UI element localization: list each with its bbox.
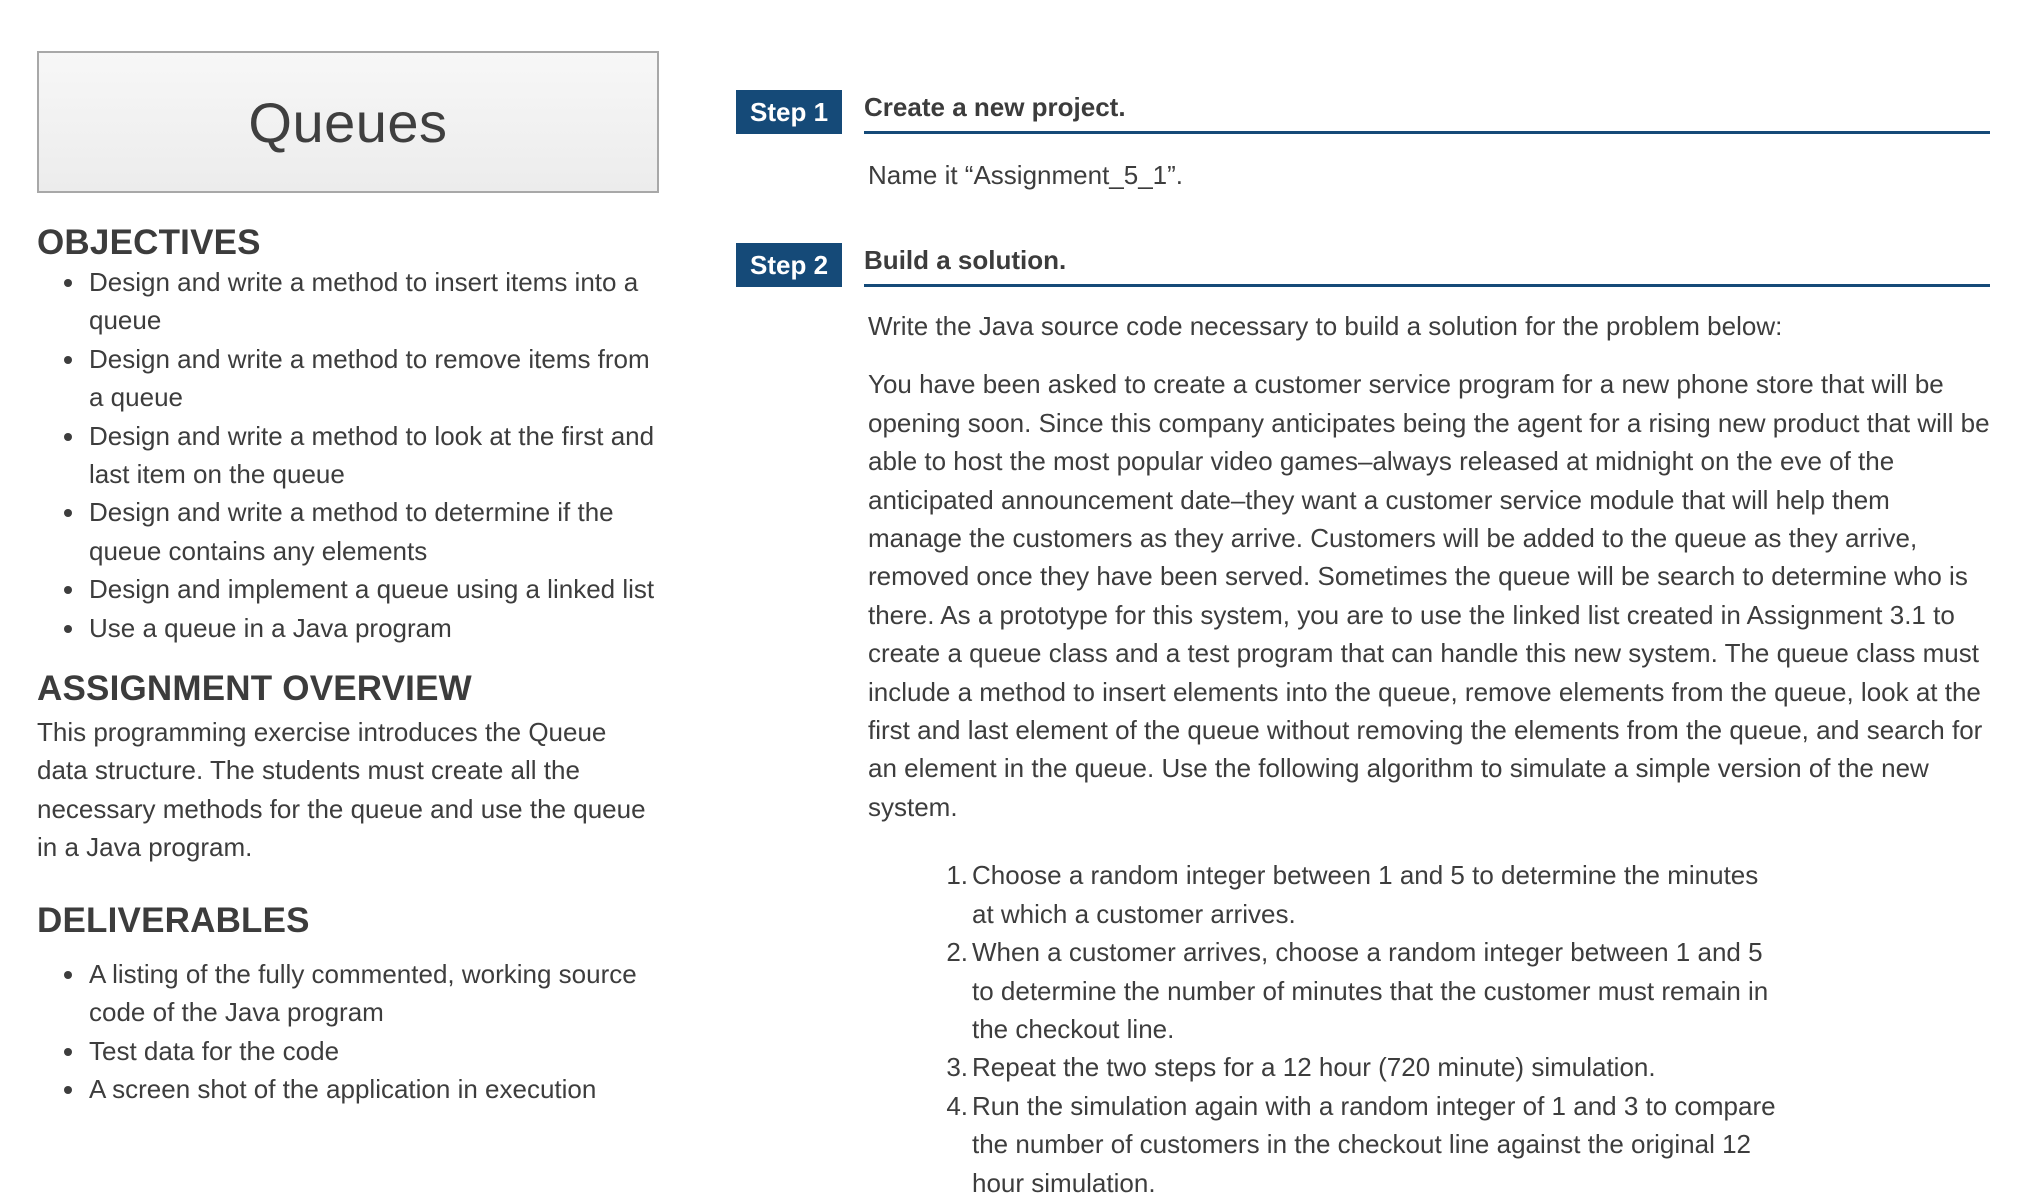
algorithm-step	[936, 856, 1784, 933]
deliverable-item: • A listing of the fully commented, working source code of the Java program	[87, 955, 661, 1032]
overview-text: This programming exercise introduces the Queue data structure. The students must create all the necessary methods for the queue and use the queue in a Java program.	[37, 717, 646, 863]
step-1-title: Create a new project.	[864, 92, 1126, 122]
deliverables-list	[37, 955, 661, 1109]
step-1-badge: Step 1	[736, 90, 842, 134]
algorithm-list	[936, 856, 1784, 1202]
objectives-heading: OBJECTIVES	[37, 223, 261, 262]
objective-item: • Design and write a method to look at the first and last item on the queue	[87, 417, 661, 494]
step-2-section	[736, 239, 1990, 1202]
step-1-section	[736, 86, 1990, 194]
algorithm-step	[936, 933, 1784, 1048]
objective-item: • Design and write a method to determine if the queue contains any elements	[87, 493, 661, 570]
step-2-title: Build a solution.	[864, 245, 1067, 275]
deliverable-item: • Test data for the code	[87, 1032, 661, 1070]
step-2-title-rule	[864, 239, 1990, 287]
algorithm-step-text: When a customer arrives, choose a random integer between 1 and 5 to determine the number of minutes that the customer must remain in the checkout line.	[972, 937, 1769, 1044]
overview-heading: ASSIGNMENT OVERVIEW	[37, 669, 472, 709]
left-column	[37, 51, 661, 1108]
objectives-list	[37, 263, 661, 647]
algorithm-step-text: Run the simulation again with a random integer of 1 and 3 to compare the number of customers in the checkout line against the original 12 hour simulation.	[972, 1090, 1776, 1198]
algorithm-step-number: 1.	[946, 860, 968, 891]
algorithm-step-text: Repeat the two steps for a 12 hour (720 minute) simulation.	[972, 1052, 1656, 1083]
objective-item: • Design and write a method to insert items into a queue	[87, 263, 661, 340]
algorithm-step-number: 2.	[946, 937, 968, 968]
algorithm-step-number: 4.	[946, 1090, 968, 1121]
algorithm-step-number: 3.	[946, 1052, 968, 1083]
objective-item: • Design and write a method to remove items from a queue	[87, 340, 661, 417]
step-1-header	[736, 86, 1990, 134]
title-box	[37, 51, 659, 193]
step-2-intro: Write the Java source code necessary to build a solution for the problem below:	[868, 311, 1783, 341]
algorithm-step-text: Choose a random integer between 1 and 5 to determine the minutes at which a customer arrives.	[972, 860, 1759, 929]
page-title: Queues	[248, 90, 448, 154]
step-2-header	[736, 239, 1990, 287]
deliverables-heading: DELIVERABLES	[37, 900, 310, 940]
algorithm-step	[936, 1048, 1784, 1086]
step-2-badge: Step 2	[736, 243, 842, 287]
step-2-body	[868, 307, 1990, 826]
deliverable-item: • A screen shot of the application in execution	[87, 1070, 661, 1108]
step-1-body: Name it “Assignment_5_1”.	[868, 160, 1184, 190]
step-1-title-rule	[864, 86, 1990, 134]
objective-item: • Design and implement a queue using a linked list	[87, 570, 661, 608]
step-2-problem: You have been asked to create a customer service program for a new phone store that will be opening soon. Since this company anticipates being the agent for a rising new product that will be able to host the most popular video games–always released at midnight on the eve of the anticipated announcement date–they want a customer service module that will help them manage the customers as they arrive. Customers will be added to the queue as they arrive, removed once they have been served. Sometimes the queue will be search to determine who is there. As a prototype for this system, you are to use the linked list created in Assignment 3.1 to create a queue class and a test program that can handle this new system. The queue class must include a method to insert elements into the queue, remove elements from the queue, look at the first and last element of the queue without removing the elements from the queue, and search for an element in the queue. Use the following algorithm to simulate a simple version of the new system.	[868, 369, 1990, 822]
objective-item: • Use a queue in a Java program	[87, 609, 661, 647]
algorithm-step	[936, 1087, 1784, 1202]
